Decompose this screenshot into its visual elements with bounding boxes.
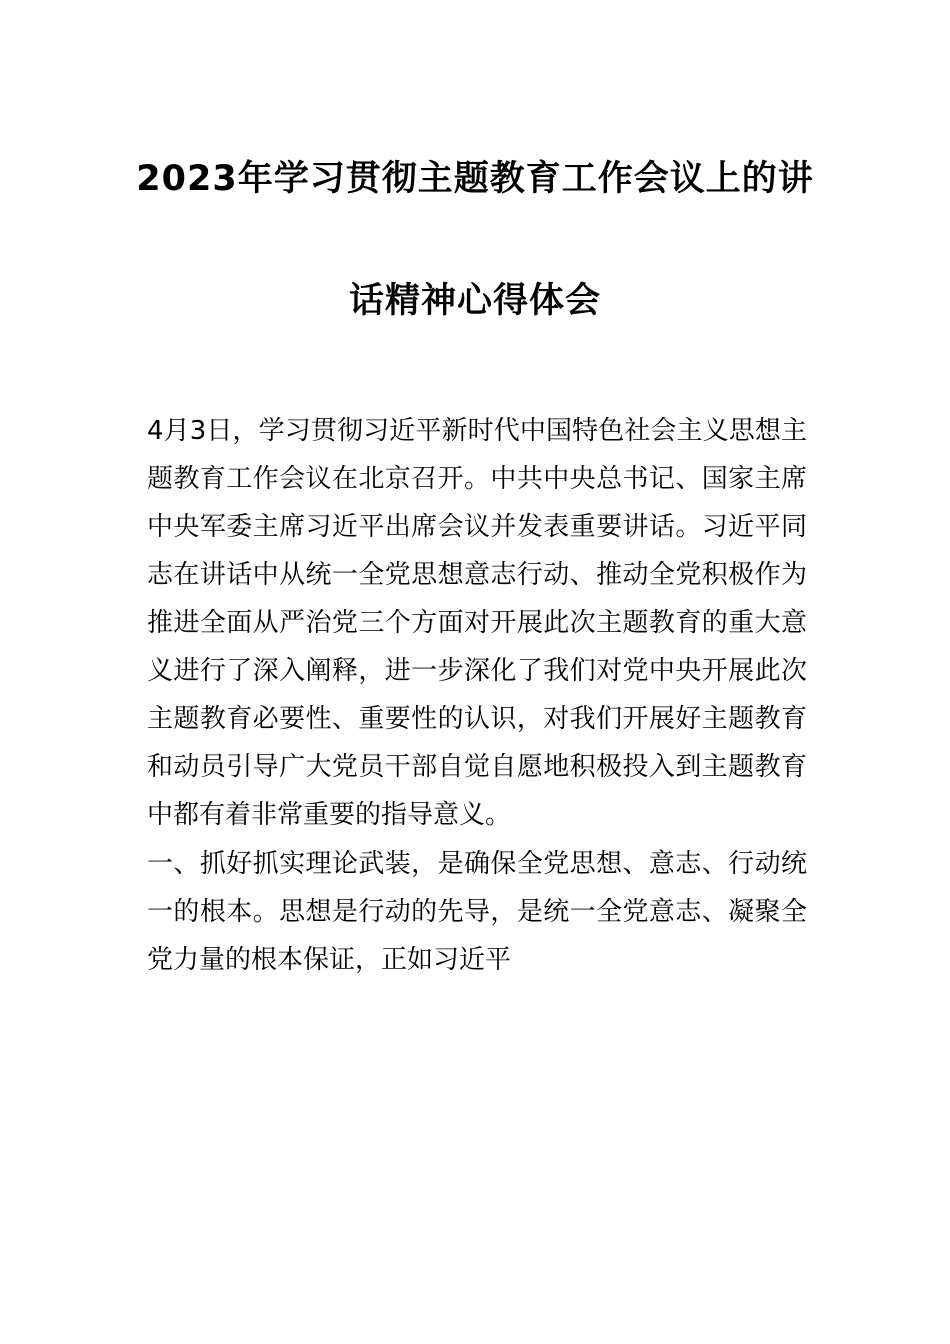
body-line-7: 主题教育必要性、重要性的认识，对我们开展好主题教育 (147, 704, 807, 734)
body-line-8: 和动员引导广大党员干部自觉自愿地积极投入到主题教育 (147, 752, 807, 782)
body-line-4: 志在讲话中从统一全党思想意志行动、推动全党积极作为 (147, 560, 807, 590)
body-line-9: 中都有着非常重要的指导意义。 (147, 800, 512, 830)
body-line-6: 义进行了深入阐释，进一步深化了我们对党中央开展此次 (147, 656, 807, 686)
body-line-3: 中央军委主席习近平出席会议并发表重要讲话。习近平同 (147, 512, 807, 542)
body-line-11: 一的根本。思想是行动的先导，是统一全党意志、凝聚全 (147, 897, 807, 927)
body-line-1: 4月3日，学习贯彻习近平新时代中国特色社会主义思想主 (147, 416, 807, 446)
body-line-10: 一、抓好抓实理论武装，是确保全党思想、意志、行动统 (147, 849, 807, 879)
title-line-2: 话精神心得体会 (348, 281, 601, 321)
body-line-2: 题教育工作会议在北京召开。中共中央总书记、国家主席 (147, 464, 807, 494)
body-line-12: 党力量的根本保证，正如习近平 (147, 945, 512, 975)
title-line-1: 2023年学习贯彻主题教育工作会议上的讲 (136, 159, 814, 199)
body-line-5: 推进全面从严治党三个方面对开展此次主题教育的重大意 (147, 608, 807, 638)
